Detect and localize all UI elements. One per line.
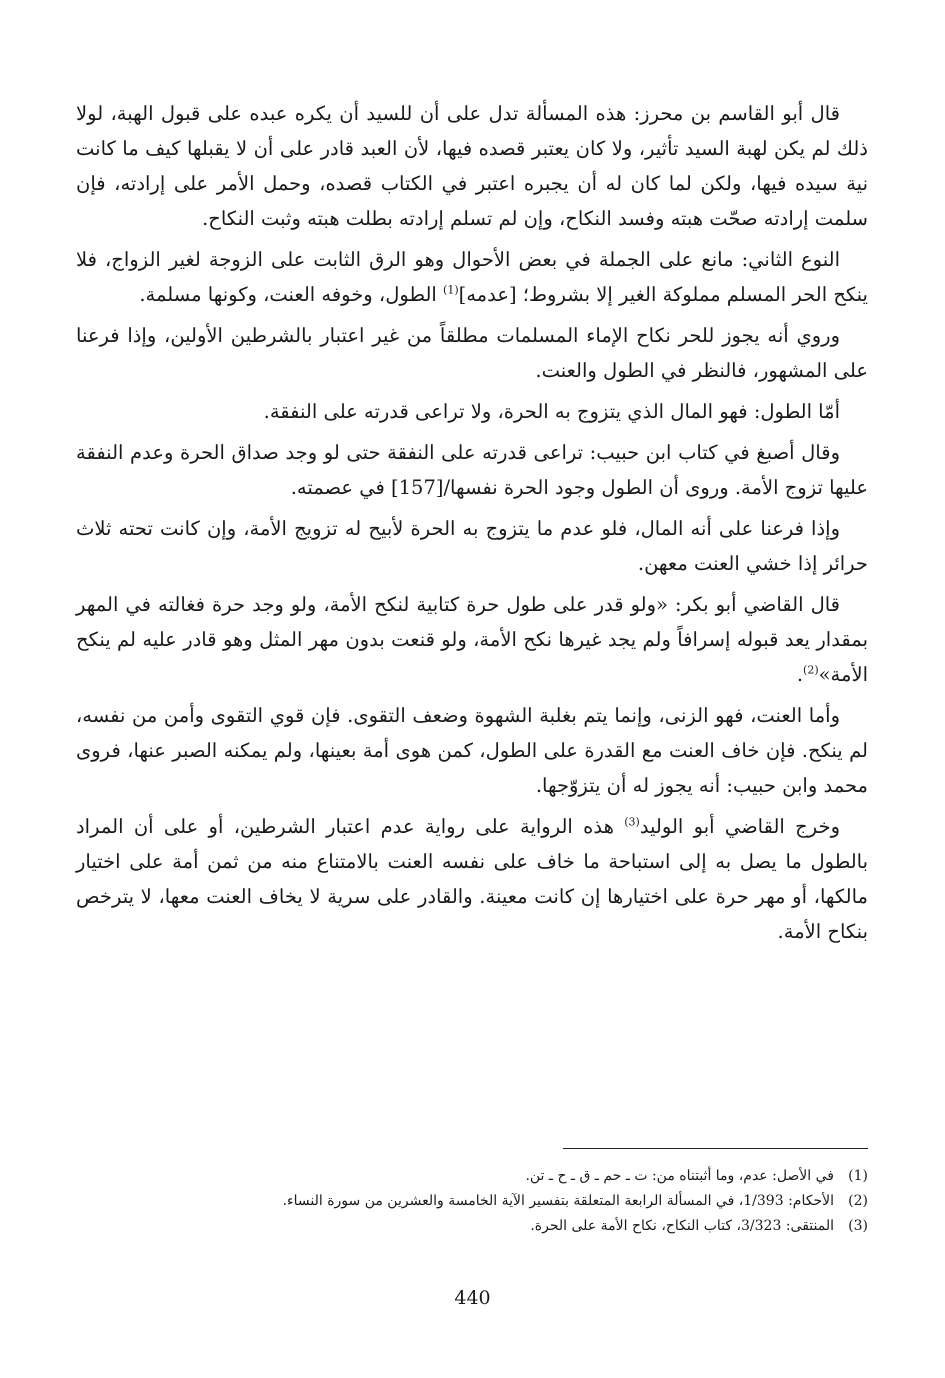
footnote-marker: (2) [803,663,819,677]
paragraph [76,587,868,692]
paragraph-text: وإذا فرعنا على أنه المال، فلو عدم ما يتزوج به الحرة لأبيح له تزويج الأمة، وإن كانت تحته ثلاث حرائر إذا خشي العنت معهن. [76,517,868,575]
paragraph-text: وروي أنه يجوز للحر نكاح الإماء المسلمات مطلقاً من غير اعتبار بالشرطين الأولين، وإذا فرعنا على المشهور، فالنظر في الطول والعنت. [76,324,868,382]
footnote-number: (1) [848,1168,868,1184]
paragraph-text: الطول، وخوفه العنت، وكونها مسلمة. [139,283,444,306]
paragraph-text: . [796,663,804,686]
footnote-marker: (3) [624,815,640,829]
paragraph-text: هذه الرواية على رواية عدم اعتبار الشرطين، أو على أن المراد بالطول ما يصل به إلى استباحة ما خاف على نفسه العنت بالامتناع منه من ثمن أمة على اختيار مالكها، أو مهر حرة على اختيارها إن كانت معينة. والقادر على سرية لا يخاف العنت معها، لا يترخص بنكاح الأمة. [76,815,868,943]
footnote-item [76,1164,868,1189]
paragraph-text: وقال أصبغ في كتاب ابن حبيب: تراعى قدرته على النفقة حتى لو وجد صداق الحرة وعدم النفقة عليها تزوج الأمة. وروى أن الطول وجود الحرة نفسها/[157] في عصمته. [76,441,868,499]
footnote-number: (2) [848,1193,868,1209]
paragraph-text: أمّا الطول: فهو المال الذي يتزوج به الحرة، ولا تراعى قدرته على النفقة. [263,400,840,423]
page-number: 440 [454,1287,491,1309]
paragraph [76,511,868,581]
paragraph [76,809,868,949]
footnote-list [76,1164,868,1239]
paragraph-text: وأما العنت، فهو الزنى، وإنما يتم بغلبة الشهوة وضعف التقوى. فإن قوي التقوى وأمن من نفسه، لم ينكح. فإن خاف العنت مع القدرة على الطول، كمن هوى أمة بعينها، ولم يمكنه الصبر عنها، فروى محمد وابن حبيب: أنه يجوز له أن يتزوّجها. [76,704,868,797]
paragraph [76,698,868,803]
footnote-text: الأحكام: 1/393، في المسألة الرابعة المتعلقة بتفسير الآية الخامسة والعشرين من سورة النساء. [282,1193,834,1209]
footnote-item [76,1189,868,1214]
paragraph [76,435,868,505]
footnote-text: في الأصل: عدم، وما أثبتناه من: ت ـ حم ـ ق ـ ح ـ تن. [525,1168,834,1184]
paragraph [76,394,868,429]
footnote-text: المنتقى: 3/323، كتاب النكاح، نكاح الأمة على الحرة. [530,1218,834,1234]
paragraph-text: قال أبو القاسم بن محرز: هذه المسألة تدل على أن للسيد أن يكره عبده على قبول الهبة، لولا ذلك لم يكن لهبة السيد تأثير، ولا كان يعتبر قصده فيها، لأن العبد قادر على أن لا يقبلها كيف ما كانت نية سيده فيها، ولكن لما كان له أن يجبره اعتبر في الكتاب قصده، وحمل الأمر على إرادته، فإن سلمت إرادته صحّت هبته وفسد النكاح، وإن لم تسلم إرادته بطلت هبته وثبت النكاح. [76,102,868,230]
footnote-marker: (1) [443,283,459,297]
main-text-body [76,96,868,955]
paragraph [76,242,868,312]
paragraph [76,318,868,388]
paragraph-text: وخرج القاضي أبو الوليد [639,815,840,838]
paragraph-text: النوع الثاني: مانع على الجملة في بعض الأحوال وهو الرق الثابت على الزوجة لغير الزواج، فلا ينكح الحر المسلم مملوكة الغير إلا بشروط؛ [عدمه] [76,248,868,306]
footnote-item [76,1214,868,1239]
paragraph [76,96,868,236]
footnote-divider [563,1148,868,1149]
footnote-number: (3) [848,1218,868,1234]
paragraph-text: قال القاضي أبو بكر: «ولو قدر على طول حرة كتابية لنكح الأمة، ولو وجد حرة فغالته في المهر بمقدار يعد قبوله إسرافاً ولم يجد غيرها نكح الأمة، ولو قنعت بدون مهر المثل وهو قادر عليه لم ينكح الأمة» [76,593,868,686]
